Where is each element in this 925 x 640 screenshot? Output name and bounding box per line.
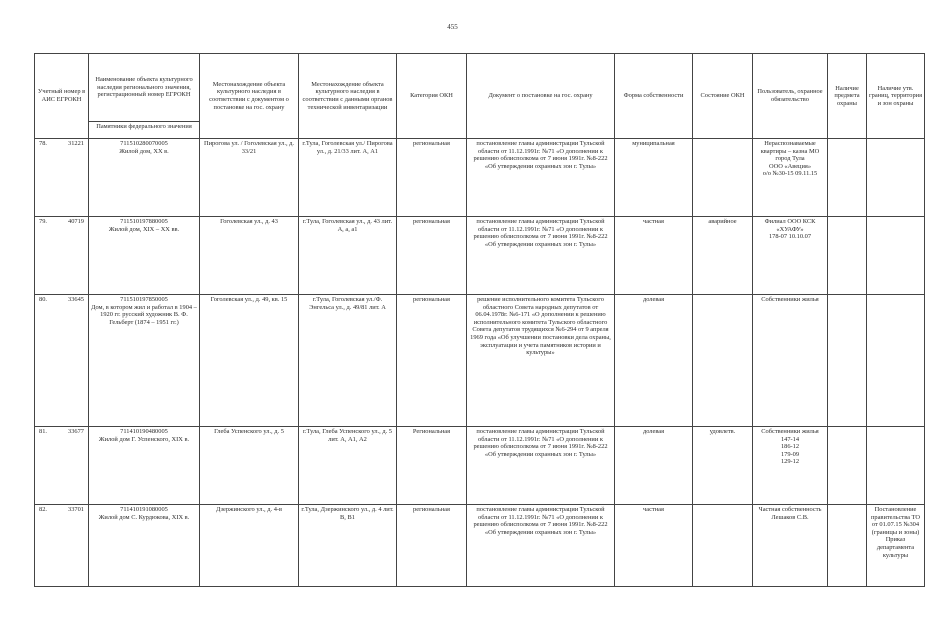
- user-cell: [753, 217, 828, 295]
- object-name-cell: [89, 139, 200, 217]
- user-line: ООО «Авеция»: [768, 162, 812, 170]
- bounds-cell: [867, 139, 925, 217]
- row-number-cell: [35, 217, 89, 295]
- row-number-cell: [35, 139, 89, 217]
- table-row: [35, 427, 925, 505]
- category-cell: региональная: [397, 139, 467, 217]
- row-index: 79.: [39, 218, 47, 225]
- condition-cell: [693, 139, 753, 217]
- document-cell: постановление главы администрации Тульской области от 11.12.1991г. №71 «О дополнении к решению облисполкома от 7 июня 1991г. №8-222 «Об утверждении охранных зон г. Тулы»: [467, 505, 615, 587]
- address-cell: Гоголевская ул., д. 49, кв. 15: [200, 295, 299, 427]
- row-index: 80.: [39, 296, 47, 303]
- table-header-row: [35, 54, 925, 122]
- category-cell: региональная: [397, 505, 467, 587]
- object-name: Жилой дом, XIX – XX вв.: [108, 225, 180, 233]
- condition-cell: удовлетв.: [693, 427, 753, 505]
- object-name: Жилой дом С. Курдюкова, XIX в.: [98, 513, 190, 521]
- document-cell: постановление главы администрации Тульской области от 11.12.1991г. №71 «О дополнении к решению облисполкома от 7 июня 1991г. №8-222 «Об утверждении охранных зон г. Тулы»: [467, 139, 615, 217]
- bounds-cell: [867, 427, 925, 505]
- table-row: [35, 505, 925, 587]
- subject-cell: [828, 139, 867, 217]
- table-row: [35, 217, 925, 295]
- header-granicy: Наличие утв. границ, территория и зон охраны: [867, 54, 925, 139]
- address-tech-cell: г.Тула, Гоголевская ул./ Пирогова ул., д. 21/33 лит. А, А1: [299, 139, 397, 217]
- header-polzovatel: Пользователь, охранное обязательство: [753, 54, 828, 139]
- address-cell: Пирогова ул. / Гоголевская ул., д. 33/21: [200, 139, 299, 217]
- row-index: 78.: [39, 140, 47, 147]
- address-tech-cell: г.Тула, Гоголевская ул./Ф. Энгельса ул., д. 49/81 лит. А: [299, 295, 397, 427]
- object-name-cell: [89, 505, 200, 587]
- document-cell: решение исполнительного комитета Тульского областного Совета народных депутатов от 06.04.1978г. №6-171 «О дополнении к решению исполнительного комитета Тульского областного Совета депутатов трудящихся №6-294 от 9 апреля 1969 года «Об улучшении постановки дела охраны, эксплуатации и учета памятников истории и культуры»: [467, 295, 615, 427]
- subject-cell: [828, 505, 867, 587]
- user-line: 178-07 10.10.07: [768, 233, 812, 241]
- header-uchet-nomer: Учетный номер в АИС ЕГРОКН: [35, 54, 89, 139]
- user-line: Филиал ООО КСК «ХУАФУ»: [764, 218, 816, 233]
- row-code: 33701: [68, 506, 84, 513]
- user-line: Частная собственность Лешаков С.В.: [758, 506, 822, 521]
- document-cell: постановление главы администрации Тульской области от 11.12.1991г. №71 «О дополнении к решению облисполкома от 7 июня 1991г. №8-222 «Об утверждении охранных зон г. Тулы»: [467, 217, 615, 295]
- user-line: Нераспознаваемые квартиры – казна МО город Тула: [760, 140, 820, 163]
- address-tech-cell: г.Тула, Глеба Успенского ул., д. 5 лит. А, А1, А2: [299, 427, 397, 505]
- object-name-cell: [89, 427, 200, 505]
- user-line: 179-09: [780, 450, 800, 458]
- ownership-cell: частная: [615, 217, 693, 295]
- header-dokument: Документ о постановке на гос. охрану: [467, 54, 615, 139]
- object-name: Жилой дом, XX в.: [119, 147, 169, 155]
- registry-number: 711510197880005: [120, 218, 168, 225]
- row-code: 33677: [68, 428, 84, 435]
- bounds-cell: Постановление правительства ТО от 01.07.15 №304 (границы и зоны) Приказ департамента культуры: [867, 505, 925, 587]
- object-name-cell: [89, 217, 200, 295]
- registry-number: 711510197850005: [120, 296, 168, 303]
- header-forma: Форма собственности: [615, 54, 693, 139]
- row-index: 82.: [39, 506, 47, 513]
- header-naimenovanie-sub: Памятники федерального значения: [89, 122, 200, 139]
- bounds-cell: [867, 295, 925, 427]
- row-code: 33645: [68, 296, 84, 303]
- category-cell: региональная: [397, 295, 467, 427]
- header-kategoriya: Категория ОКН: [397, 54, 467, 139]
- category-cell: региональная: [397, 217, 467, 295]
- page-number: 455: [447, 23, 458, 31]
- ownership-cell: долевая: [615, 427, 693, 505]
- table-row: [35, 139, 925, 217]
- ownership-cell: муниципальная: [615, 139, 693, 217]
- category-cell: Региональная: [397, 427, 467, 505]
- user-line: 147-14: [780, 435, 800, 443]
- user-cell: [753, 427, 828, 505]
- registry-number: 711410190480005: [120, 428, 168, 435]
- table-row: [35, 295, 925, 427]
- subject-cell: [828, 427, 867, 505]
- subject-cell: [828, 217, 867, 295]
- registry-number: 711510280070005: [120, 140, 168, 147]
- object-name-cell: [89, 295, 200, 427]
- row-number-cell: [35, 295, 89, 427]
- condition-cell: [693, 295, 753, 427]
- condition-cell: [693, 505, 753, 587]
- header-predmet: Наличие предмета охраны: [828, 54, 867, 139]
- condition-cell: аварийное: [693, 217, 753, 295]
- header-mestonahozhdenie-tech: Местонахождение объекта культурного наследия в соответствии с данными органов технической инвентаризации: [299, 54, 397, 139]
- address-tech-cell: г.Тула, Дзержинского ул., д. 4 лит. В, В1: [299, 505, 397, 587]
- user-line: Собственники жилья: [761, 296, 819, 303]
- ownership-cell: долевая: [615, 295, 693, 427]
- header-naimenovanie: Наименование объекта культурного наследия регионального значения, регистрационный номер ЕГРОКН: [89, 54, 200, 122]
- header-sostoyanie: Состояние ОКН: [693, 54, 753, 139]
- user-line: 186-12: [780, 443, 800, 451]
- row-code: 40719: [68, 218, 84, 225]
- row-number-cell: [35, 427, 89, 505]
- row-index: 81.: [39, 428, 47, 435]
- document-cell: постановление главы администрации Тульской области от 11.12.1991г. №71 «О дополнении к решению облисполкома от 7 июня 1991г. №8-222 «Об утверждении охранных зон г. Тулы»: [467, 427, 615, 505]
- object-name: Жилой дом Г. Успенского, XIX в.: [98, 435, 190, 443]
- address-cell: Дзержинского ул., д. 4-в: [200, 505, 299, 587]
- object-name: Дом, в котором жил и работал в 1904 – 1920 гг. русский художник В. Ф. Гельберт (1874 – 1951 гг.): [91, 303, 197, 326]
- row-code: 31221: [68, 140, 84, 147]
- registry-table: [34, 53, 925, 587]
- user-cell: [753, 295, 828, 427]
- user-cell: [753, 505, 828, 587]
- bounds-cell: [867, 217, 925, 295]
- user-line: Собственники жилья: [761, 428, 819, 435]
- address-cell: Глеба Успенского ул., д. 5: [200, 427, 299, 505]
- user-cell: [753, 139, 828, 217]
- user-line: 129-12: [780, 458, 800, 466]
- row-number-cell: [35, 505, 89, 587]
- user-line: о/о №30-15 09.11.15: [762, 170, 818, 178]
- subject-cell: [828, 295, 867, 427]
- registry-number: 711410191080005: [120, 506, 168, 513]
- header-mestonahozhdenie: Местонахождение объекта культурного наследия в соответствии с документом о постановке на гос. охрану: [200, 54, 299, 139]
- address-tech-cell: г.Тула, Гоголевская ул., д. 43 лит. А, а, а1: [299, 217, 397, 295]
- ownership-cell: частная: [615, 505, 693, 587]
- address-cell: Гоголевская ул., д. 43: [200, 217, 299, 295]
